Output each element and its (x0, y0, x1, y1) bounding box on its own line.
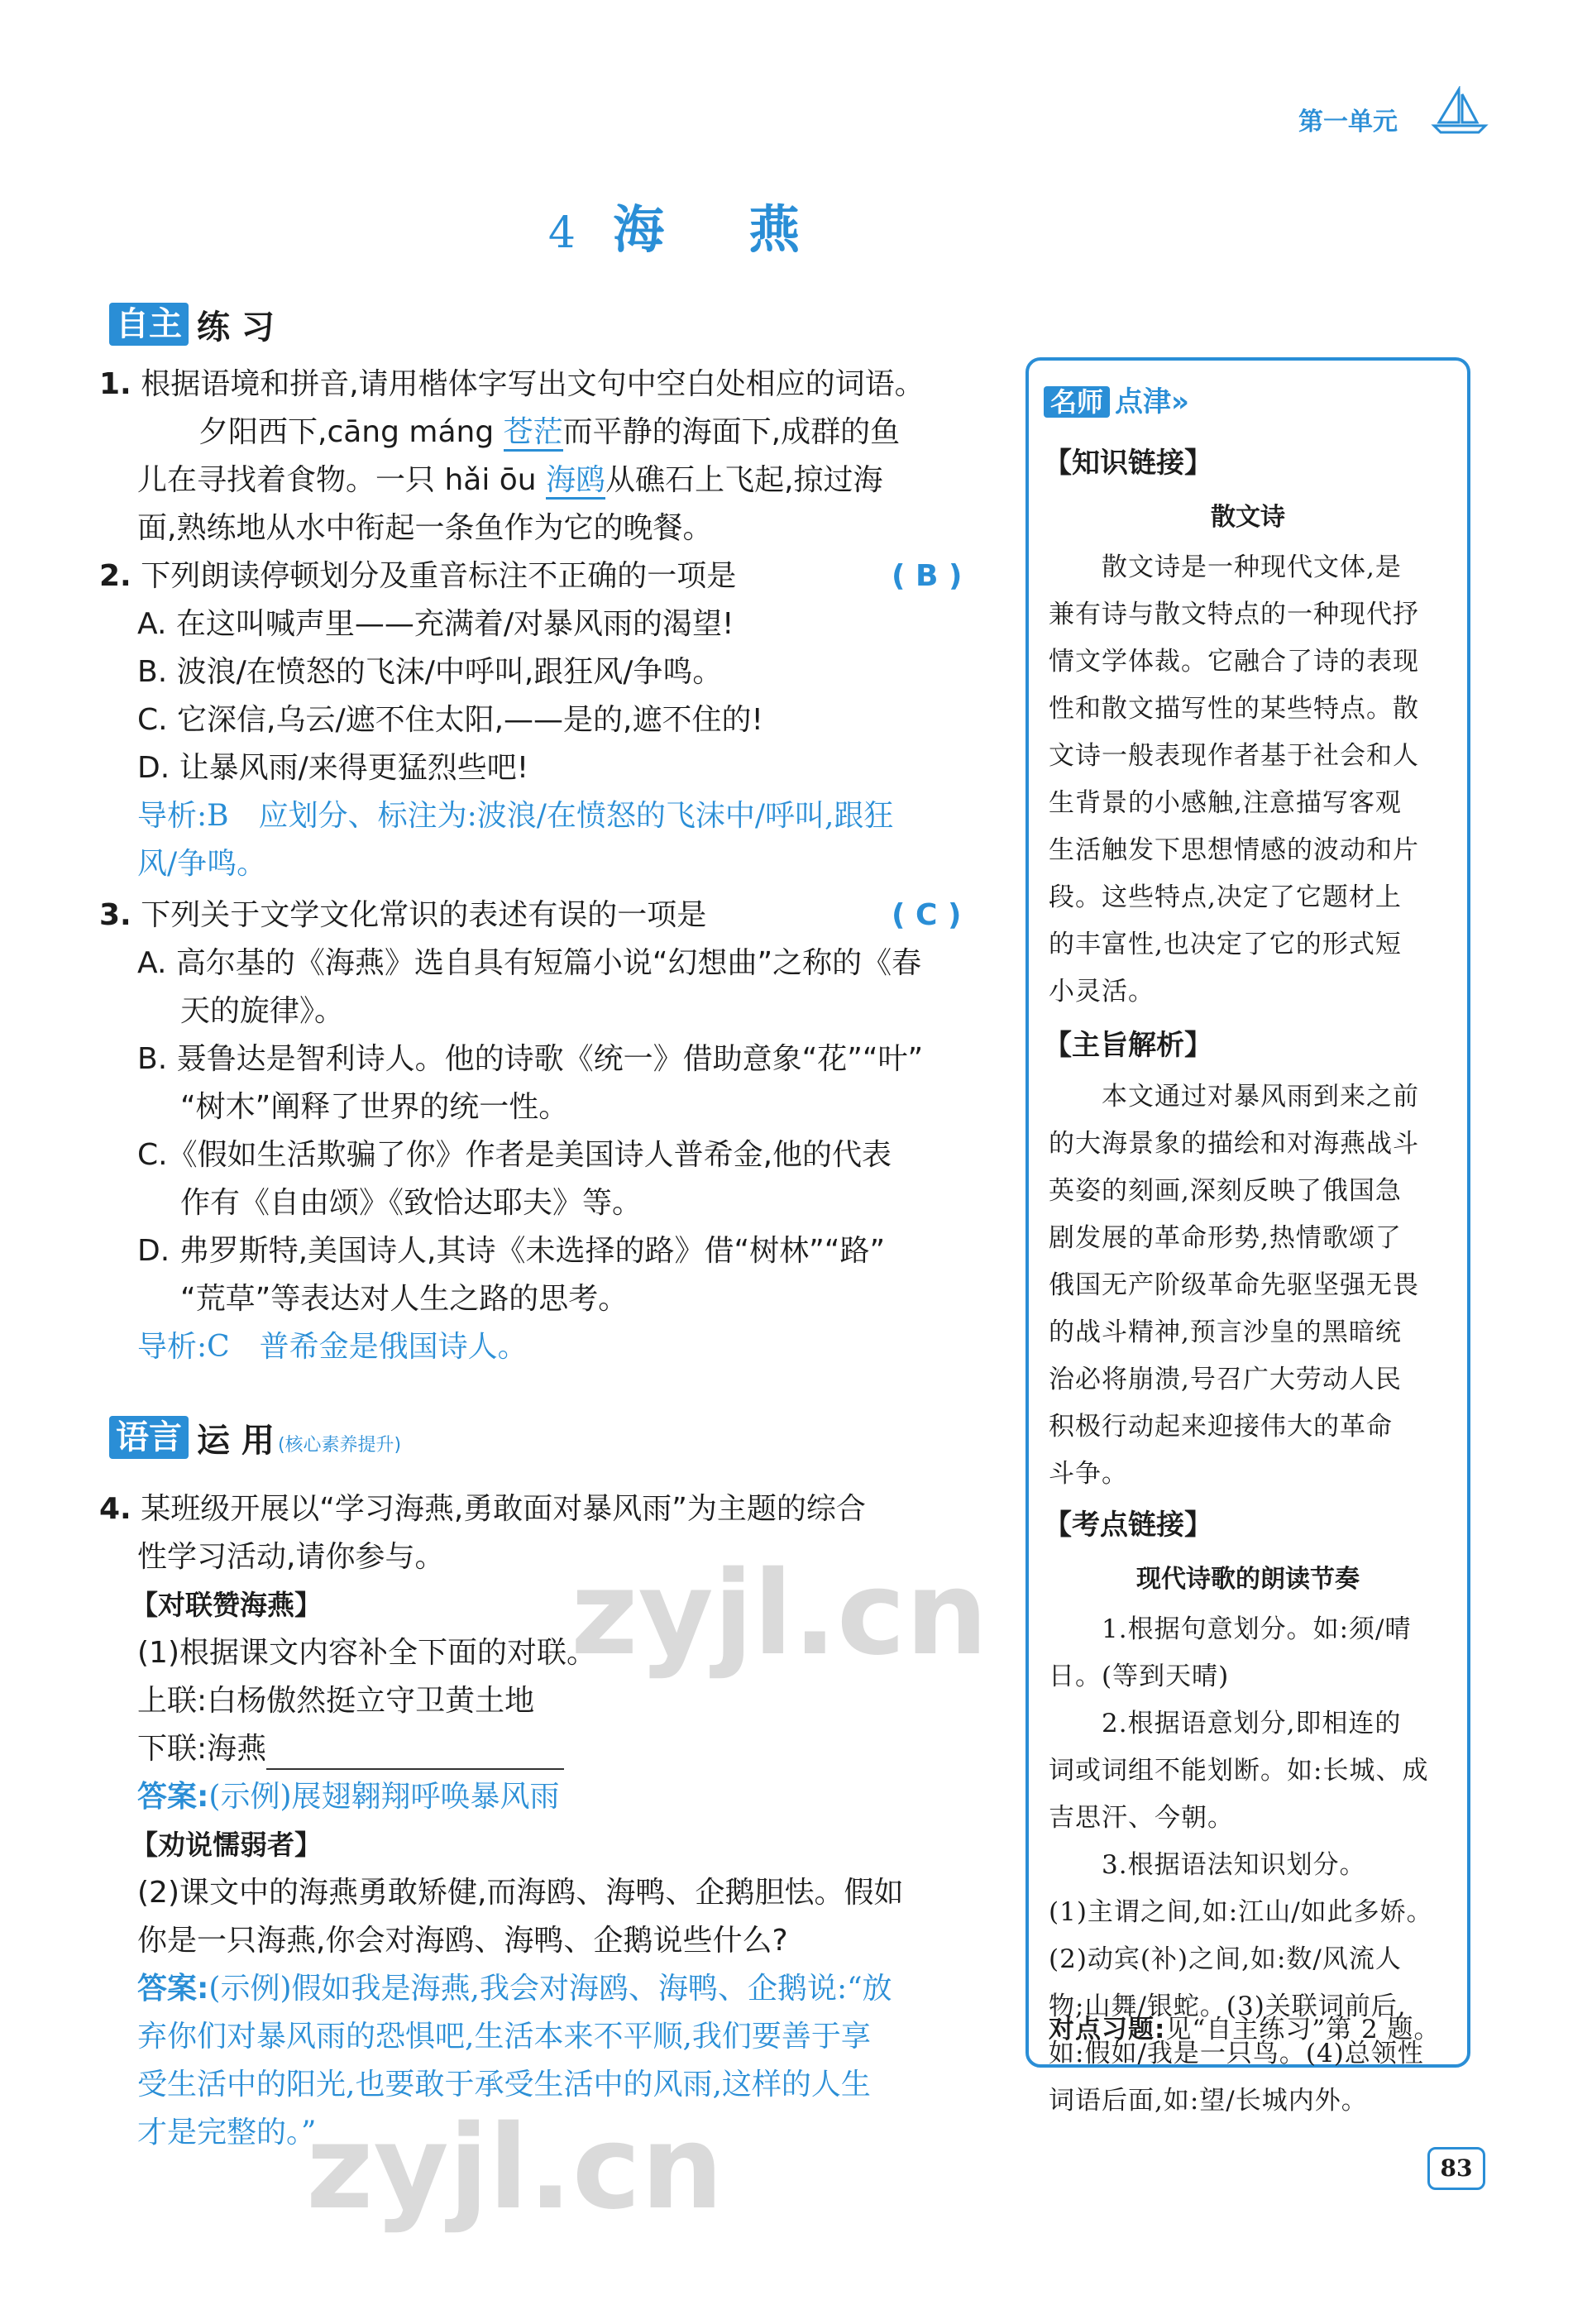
q3-number: 3. (99, 898, 131, 932)
tips-sidebar (1025, 357, 1470, 2116)
sidebar-text-line: 情文学体裁。它融合了诗的表现 (1049, 647, 1419, 677)
sidebar-text-line: 斗争。 (1049, 1459, 1128, 1489)
sidebar-text-line: (2)动宾(补)之间,如:数/风流人 (1049, 1944, 1402, 1974)
sidebar-text-line: 小灵活。 (1049, 977, 1155, 1007)
sidebar-header (1044, 379, 1189, 420)
q3-guide: 导析:C 普希金是俄国诗人。 (137, 1330, 528, 1364)
q4-sub2-question-1: (2)课文中的海燕勇敢矫健,而海鸥、海鸭、企鹅胆怯。假如 (137, 1876, 904, 1910)
answer-text: (示例)假如我是海燕,我会对海鸥、海鸭、企鹅说:“放 (208, 1972, 892, 2006)
watermark-2: zyjl.cn (306, 2101, 724, 2236)
section-header-zizhu (109, 301, 275, 347)
q2-option-c: C. 它深信,乌云/遮不住太阳,——是的,遮不住的! (137, 703, 763, 737)
k3-last-line (1049, 2006, 1441, 2054)
q3-text: 下列关于文学文化常识的表述有误的一项是 (141, 898, 707, 932)
sidebar-text-line: 俄国无产阶级革命先驱坚强无畏 (1049, 1270, 1419, 1300)
q1-stem (99, 364, 925, 405)
q1-answer-1: 苍茫 (504, 415, 563, 452)
sidebar-text-line: 散文诗是一种现代文体,是 (1049, 552, 1402, 582)
sidebar-text-line: 词语后面,如:望/长城内外。 (1049, 2086, 1368, 2116)
k3-last-label: 对点习题: (1049, 2015, 1166, 2044)
q4-sub1-answer (137, 1776, 560, 1818)
q3-option-d-1: D. 弗罗斯特,美国诗人,其诗《未选择的路》借“树林”“路” (137, 1234, 886, 1268)
q3-option-c-1: C.《假如生活欺骗了你》作者是美国诗人普希金,他的代表 (137, 1138, 892, 1172)
lesson-number: 4 (547, 208, 576, 258)
q1-line1-b: 而平静的海面下,成群的鱼 (562, 415, 901, 449)
q2-guide-2: 风/争鸣。 (137, 847, 267, 881)
sidebar-text-line: 剧发展的革命形势,热情歌颂了 (1049, 1223, 1402, 1253)
q3-option-a-2: 天的旋律》。 (180, 994, 345, 1028)
sidebar-text-line: 段。这些特点,决定了它题材上 (1049, 882, 1402, 912)
lesson-title (0, 189, 1365, 262)
q4-sub2-question-2: 你是一只海燕,你会对海鸥、海鸭、企鹅说些什么? (137, 1924, 788, 1958)
k1-title: 【知识链接】 (1044, 447, 1212, 480)
watermark-1: zyjl.cn (571, 1547, 988, 1681)
sidebar-text-line: 日。(等到天晴) (1049, 1662, 1230, 1691)
q2-text: 下列朗读停顿划分及重音标注不正确的一项是 (141, 559, 737, 593)
q3-option-c-2: 作有《自由颂》《致恰达耶夫》等。 (180, 1186, 643, 1220)
sidebar-text-line: 英姿的刻画,深刻反映了俄国急 (1049, 1176, 1402, 1206)
q4-sub1-title: 【对联赞海燕】 (131, 1589, 322, 1621)
answer-label: 答案: (137, 1972, 209, 2006)
q4-stem-1 (99, 1489, 866, 1530)
sidebar-text-line: 文诗一般表现作者基于社会和人 (1049, 741, 1419, 771)
sidebar-text-line: 词或词组不能划断。如:长城、成 (1049, 1756, 1429, 1786)
sidebar-tag: 名师 (1044, 386, 1110, 418)
q3-stem (99, 895, 706, 936)
unit-label: 第一单元 (1298, 108, 1398, 136)
k3-subtitle: 现代诗歌的朗读节奏 (1136, 1565, 1360, 1594)
sidebar-text-line: 兼有诗与散文特点的一种现代抒 (1049, 600, 1419, 629)
q1-text: 根据语境和拼音,请用楷体字写出文句中空白处相应的词语。 (141, 367, 925, 401)
sailboat-icon (1431, 86, 1489, 136)
sidebar-text-line: (1)主谓之间,如:江山/如此多娇。 (1049, 1897, 1433, 1927)
q4-number: 4. (99, 1492, 131, 1526)
section-label: 运 用 (197, 1421, 275, 1460)
sidebar-text-line: 积极行动起来迎接伟大的革命 (1049, 1412, 1393, 1442)
q2-number: 2. (99, 559, 131, 593)
section-header-yuyan (109, 1414, 401, 1461)
q1-line2-b: 从礁石上飞起,掠过海 (605, 463, 883, 497)
k3-last-text: 见“自主练习”第 2 题。 (1165, 2015, 1441, 2044)
q4-sub2-answer-3: 受生活中的阳光,也要敢于承受生活中的风雨,这样的人生 (137, 2068, 871, 2102)
section-sub: (核心素养提升) (277, 1434, 402, 1456)
q4-stem-2: 性学习活动,请你参与。 (137, 1540, 445, 1574)
q4-sub1-question: (1)根据课文内容补全下面的对联。 (137, 1636, 596, 1670)
q2-guide-1: 导析:B 应划分、标注为:波浪/在愤怒的飞沫中/呼叫,跟狂 (137, 799, 894, 833)
q4-blank (266, 1735, 564, 1770)
q4-lower-text: 下联:海燕 (137, 1732, 267, 1766)
sidebar-text-line: 的大海景象的描绘和对海燕战斗 (1049, 1129, 1419, 1159)
q3-option-b-2: “树木”阐释了世界的统一性。 (180, 1090, 569, 1124)
answer-text: (示例)展翅翱翔呼唤暴风雨 (208, 1780, 560, 1814)
q4-sub2-answer-1 (137, 1968, 892, 2010)
sidebar-text-line: 生背景的小感触,注意描写客观 (1049, 788, 1402, 818)
k3-title: 【考点链接】 (1044, 1509, 1212, 1542)
sidebar-head-label: 点津» (1115, 385, 1189, 418)
page-number: 83 (1427, 2147, 1485, 2190)
q2-option-a: A. 在这叫喊声里——充满着/对暴风雨的渴望! (137, 607, 734, 641)
sidebar-text-line: 的丰富性,也决定了它的形式短 (1049, 930, 1402, 959)
q3-option-d-2: “荒草”等表达对人生之路的思考。 (180, 1282, 629, 1316)
sidebar-text-line: 如:假如/我是一只鸟。(4)总领性 (1049, 2039, 1424, 2068)
section-label: 练 习 (197, 308, 275, 347)
q2-option-b: B. 波浪/在愤怒的飞沫/中呼叫,跟狂风/争鸣。 (137, 655, 723, 689)
q4-sub2-answer-4: 才是完整的。” (137, 2116, 317, 2149)
sidebar-text-line: 吉思汗、今朝。 (1049, 1803, 1234, 1833)
section-tag: 自主 (109, 303, 189, 346)
q4-text: 某班级开展以“学习海燕,勇敢面对暴风雨”为主题的综合 (141, 1492, 866, 1526)
q4-upper-couplet: 上联:白杨傲然挺立守卫黄土地 (137, 1684, 535, 1718)
q2-option-d: D. 让暴风雨/来得更猛烈些吧! (137, 751, 529, 785)
lesson-name: 海 燕 (613, 199, 817, 260)
q4-sub2-answer-2: 弃你们对暴风雨的恐惧吧,生活本来不平顺,我们要善于享 (137, 2020, 871, 2054)
sidebar-text-line: 3.根据语法知识划分。 (1049, 1850, 1366, 1880)
q4-lower-couplet (137, 1729, 564, 1770)
sidebar-text-line: 的战斗精神,预言沙皇的黑暗统 (1049, 1317, 1402, 1347)
sidebar-text-line: 2.根据语意划分,即相连的 (1049, 1709, 1402, 1738)
section-tag: 语言 (109, 1416, 189, 1459)
q1-answer-2: 海鸥 (546, 463, 605, 500)
answer-label: 答案: (137, 1780, 209, 1814)
k1-subtitle: 散文诗 (1211, 503, 1285, 532)
q1-line1-a: 夕阳西下,cāng máng (198, 415, 504, 449)
sidebar-text-line: 治必将崩溃,号召广大劳动人民 (1049, 1365, 1402, 1394)
q3-answer: ( C ) (892, 898, 962, 932)
q1-line3: 面,熟练地从水中衔起一条鱼作为它的晚餐。 (137, 511, 713, 545)
q3-option-b-1: B. 聂鲁达是智利诗人。他的诗歌《统一》借助意象“花”“叶” (137, 1042, 924, 1076)
q2-answer: ( B ) (892, 559, 963, 593)
sidebar-text-line: 1.根据句意划分。如:须/晴 (1049, 1614, 1412, 1644)
q1-number: 1. (99, 367, 131, 401)
sidebar-text-line: 性和散文描写性的某些特点。散 (1049, 694, 1419, 724)
q2-stem (99, 556, 736, 597)
sidebar-text-line: 本文通过对暴风雨到来之前 (1049, 1082, 1419, 1112)
k2-title: 【主旨解析】 (1044, 1029, 1212, 1062)
sidebar-text-line: 生活触发下思想情感的波动和片 (1049, 835, 1419, 865)
sidebar-text-line: 物;山舞/银蛇。(3)关联词前后, (1049, 1992, 1407, 2021)
q3-option-a-1: A. 高尔基的《海燕》选自具有短篇小说“幻想曲”之称的《春 (137, 946, 922, 980)
q1-line1 (198, 412, 900, 453)
q1-line2-a: 儿在寻找着食物。一只 hǎi ōu (137, 463, 547, 497)
q1-line2 (137, 460, 883, 501)
q4-sub2-title: 【劝说懦弱者】 (131, 1829, 322, 1861)
